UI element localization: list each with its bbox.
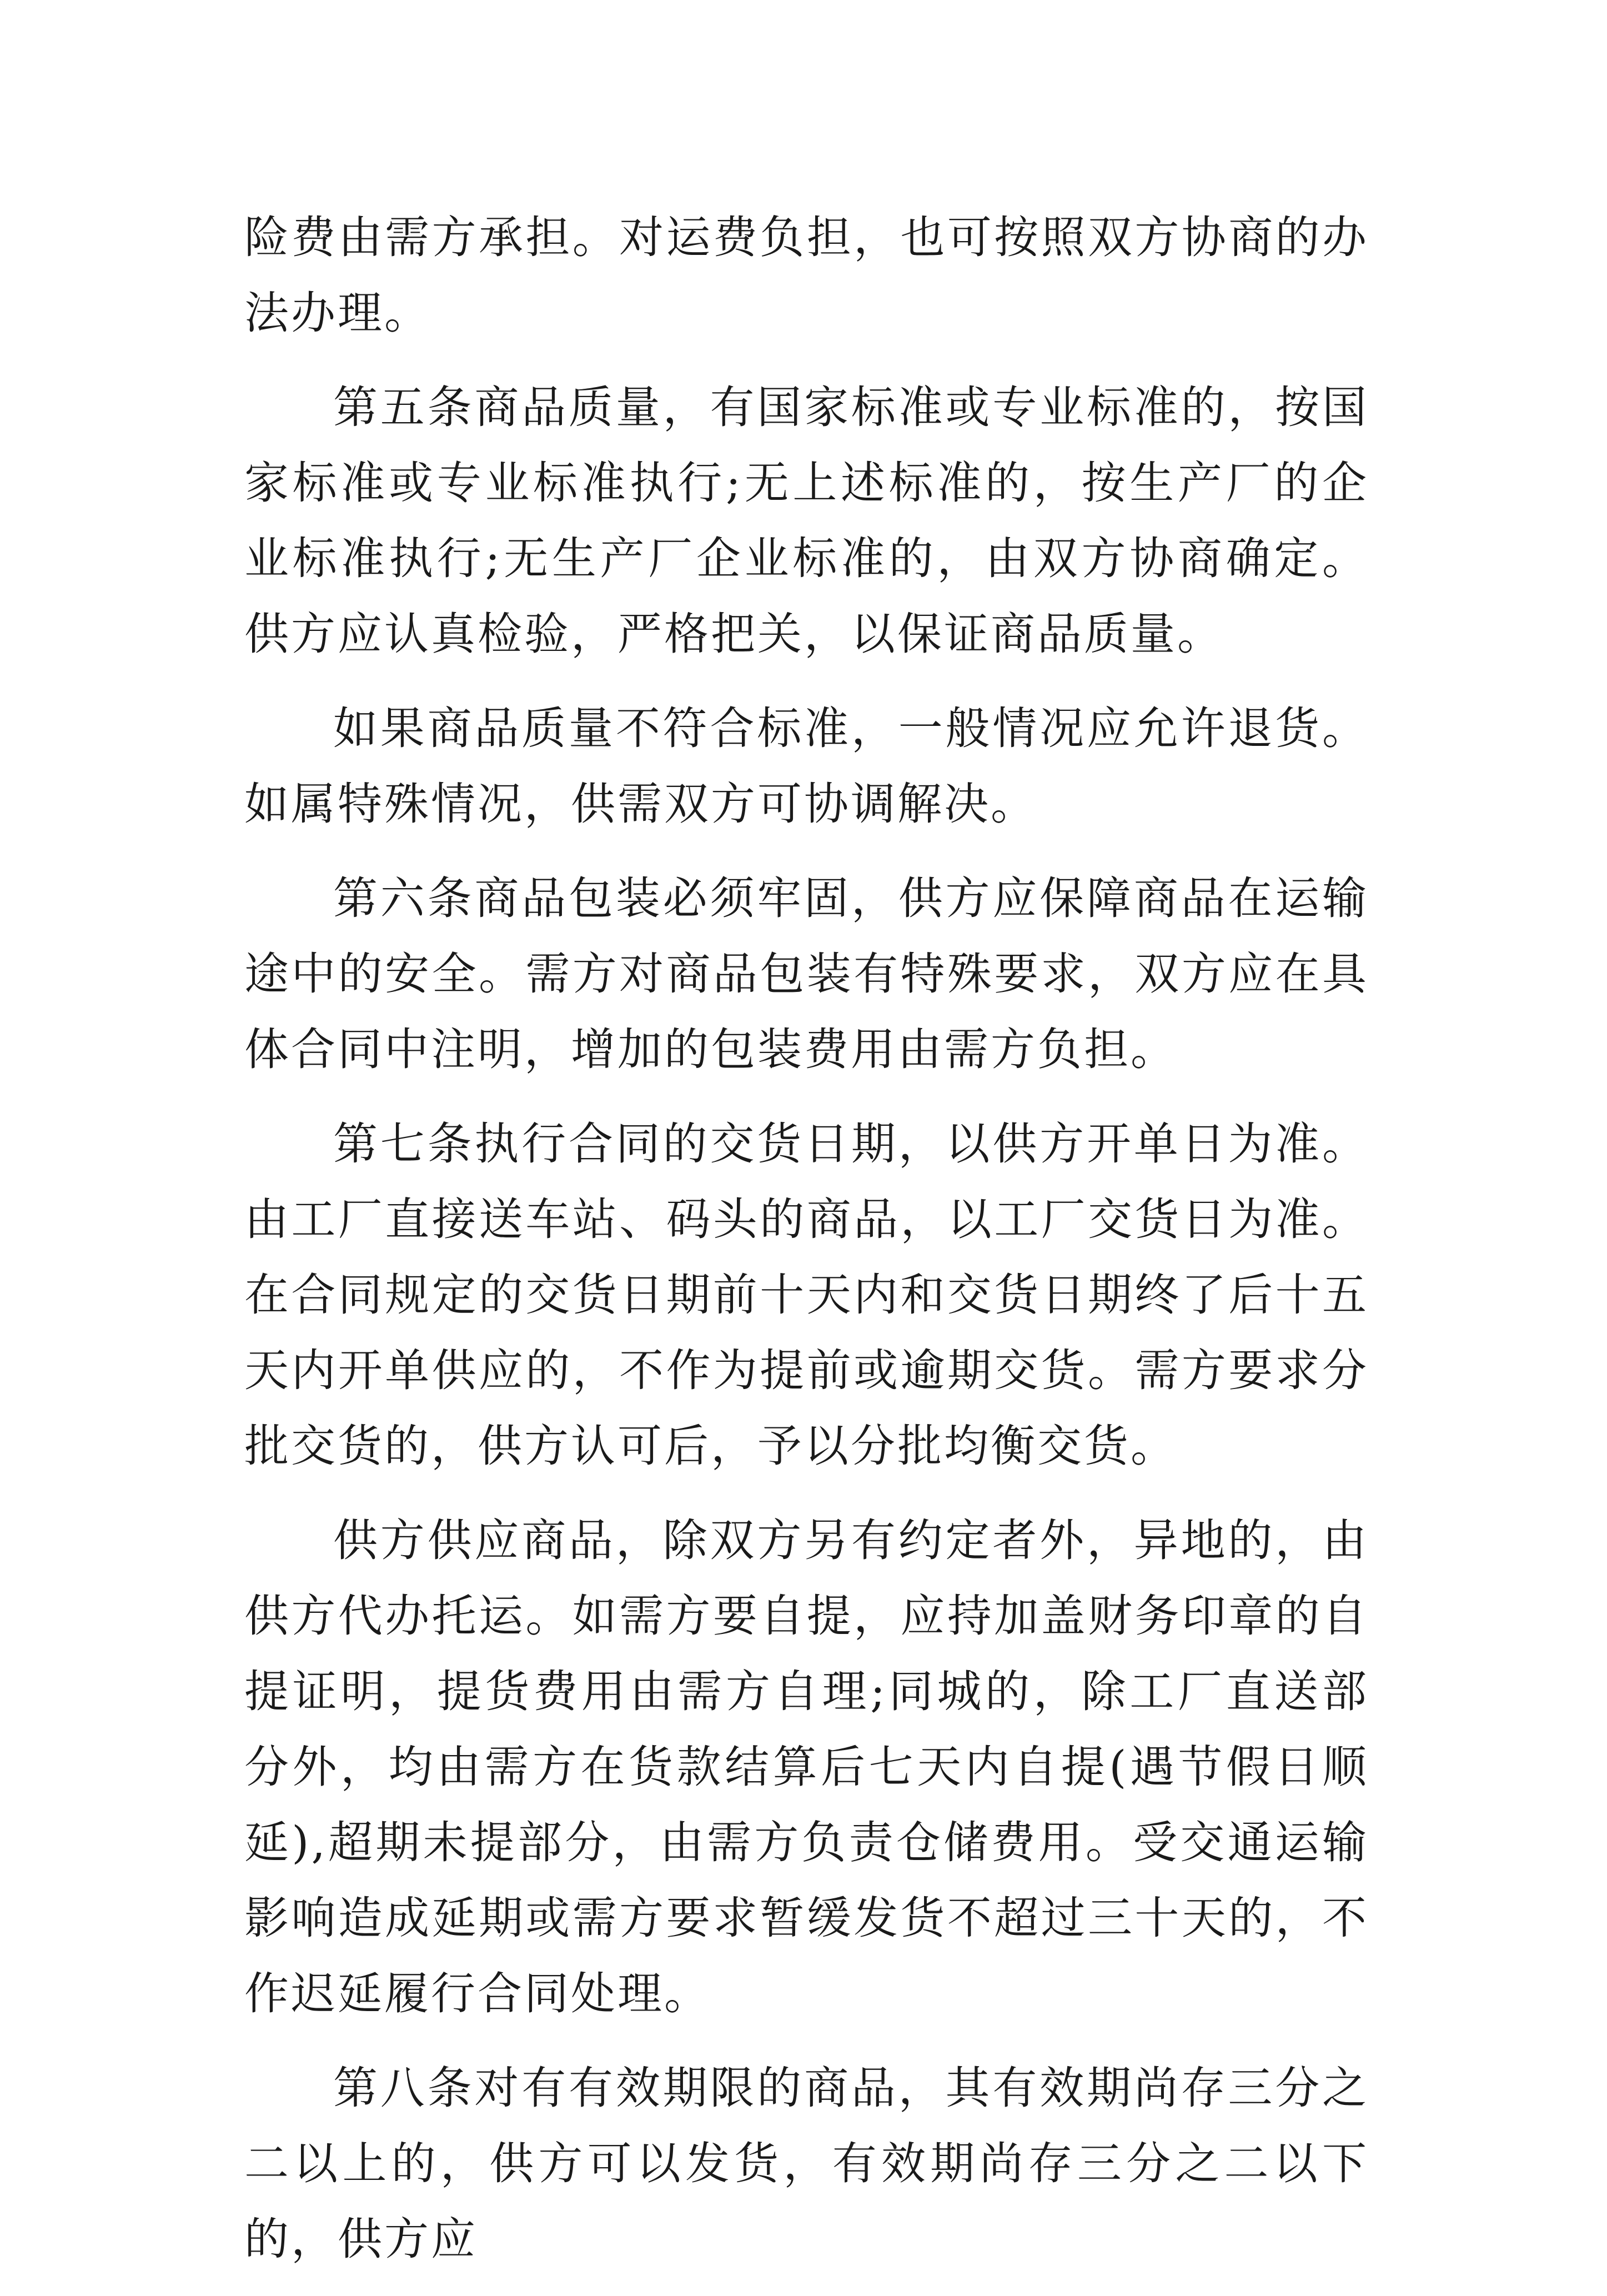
paragraph-2: 第五条商品质量，有国家标准或专业标准的，按国家标准或专业标准执行;无上述标准的，按生产厂的企业标准执行;无生产厂企业标准的，由双方协商确定。供方应认真检验，严格把关，以保证商品质量。 xyxy=(244,382,1369,660)
paragraph-4: 第六条商品包装必须牢固，供方应保障商品在运输途中的安全。需方对商品包装有特殊要求，双方应在具体合同中注明，增加的包装费用由需方负担。 xyxy=(244,873,1369,1075)
paragraph-1: 险费由需方承担。对运费负担，也可按照双方协商的办法办理。 xyxy=(244,212,1369,339)
paragraph-3: 如果商品质量不符合标准，一般情况应允许退货。如属特殊情况，供需双方可协调解决。 xyxy=(244,703,1369,830)
paragraph-7: 第八条对有有效期限的商品，其有效期尚存三分之二以上的，供方可以发货，有效期尚存三分之二以下的，供方应 xyxy=(244,2062,1369,2265)
paragraph-6: 供方供应商品，除双方另有约定者外，异地的，由供方代办托运。如需方要自提，应持加盖财务印章的自提证明，提货费用由需方自理;同城的，除工厂直送部分外，均由需方在货款结算后七天内自提(遇节假日顺延),超期未提部分，由需方负责仓储费用。受交通运输影响造成延期或需方要求暂缓发货不超过三十天的，不作迟延履行合同处理。 xyxy=(244,1515,1369,2019)
document-body xyxy=(244,200,1369,2296)
paragraph-5: 第七条执行合同的交货日期，以供方开单日为准。由工厂直接送车站、码头的商品，以工厂交货日为准。在合同规定的交货日期前十天内和交货日期终了后十五天内开单供应的，不作为提前或逾期交货。需方要求分批交货的，供方认可后，予以分批均衡交货。 xyxy=(244,1118,1369,1472)
